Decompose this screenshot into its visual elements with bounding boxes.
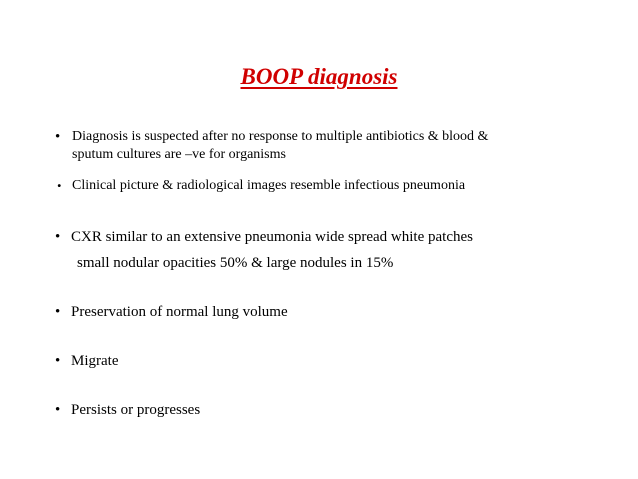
bullet-text: Persists or progresses — [71, 402, 201, 418]
bullet-marker: • — [55, 402, 61, 418]
bullet-text: CXR similar to an extensive pneumonia wide spread white patches — [71, 229, 473, 245]
bullet-marker: • — [55, 304, 61, 320]
bullet-marker: • — [55, 129, 61, 145]
bullet-text-continued: small nodular opacities 50% & large nodules in 15% — [77, 255, 394, 271]
bullet-marker: • — [55, 353, 61, 369]
slide-title: BOOP diagnosis — [240, 64, 398, 89]
bullet-text: Migrate — [71, 353, 119, 369]
bullet-text: Clinical picture & radiological images resemble infectious pneumonia — [72, 178, 466, 193]
bullet-text: Diagnosis is suspected after no response to multiple antibiotics & blood & — [72, 129, 489, 144]
bullet-marker: . — [57, 171, 62, 191]
bullet-marker: • — [55, 229, 61, 245]
bullet-text-continued: sputum cultures are –ve for organisms — [72, 147, 286, 162]
bullet-text: Preservation of normal lung volume — [71, 304, 288, 320]
